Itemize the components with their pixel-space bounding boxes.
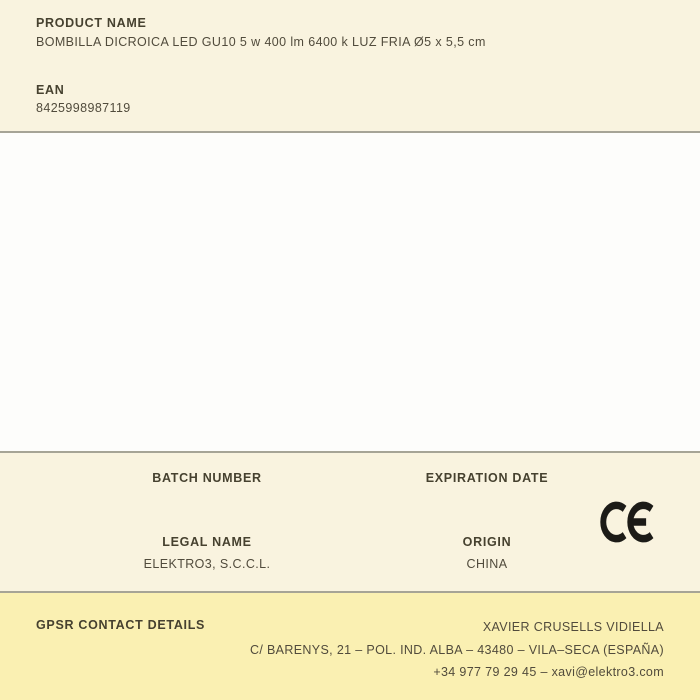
origin-value: CHINA	[466, 557, 508, 571]
expiration-date-label: EXPIRATION DATE	[425, 471, 549, 485]
contact-phone-email: +34 977 79 29 45 – xavi@elektro3.com	[433, 665, 664, 679]
batch-number-label: BATCH NUMBER	[152, 471, 262, 485]
legal-name-value: ELEKTRO3, S.C.C.L.	[143, 557, 271, 571]
gpsr-contact-label: GPSR CONTACT DETAILS	[36, 618, 206, 632]
ce-mark-icon	[600, 497, 656, 547]
contact-details	[250, 616, 664, 684]
product-name-value: BOMBILLA DICROICA LED GU10 5 w 400 lm 6400 k LUZ FRIA Ø5 x 5,5 cm	[36, 35, 486, 49]
ean-label: EAN	[36, 83, 65, 97]
blank-section	[0, 133, 700, 451]
legal-name-label: LEGAL NAME	[162, 535, 252, 549]
right-column	[357, 453, 617, 572]
contact-name: XAVIER CRUSELLS VIDIELLA	[482, 620, 664, 634]
product-name-label: PRODUCT NAME	[36, 16, 147, 30]
left-column	[77, 453, 337, 572]
origin-label: ORIGIN	[462, 535, 512, 549]
ean-value: 8425998987119	[36, 101, 131, 115]
gpsr-contact-section	[0, 591, 700, 700]
product-info-section	[0, 0, 700, 133]
batch-origin-section	[0, 451, 700, 593]
contact-address: C/ BARENYS, 21 – POL. IND. ALBA – 43480 – VILA–SECA (ESPAÑA)	[249, 642, 664, 657]
